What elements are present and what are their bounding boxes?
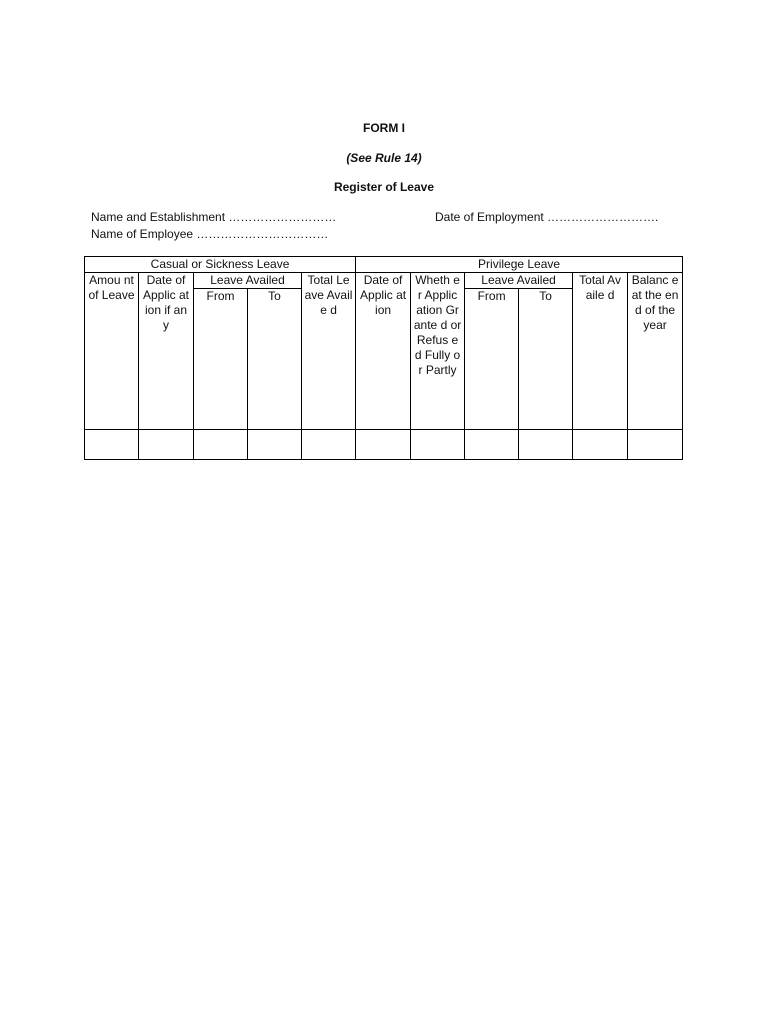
date-employment-field: Date of Employment ……………………….	[435, 210, 659, 224]
col-casual-leave-availed: Leave Availed	[194, 273, 302, 289]
column-header-row	[85, 273, 683, 289]
cell-amount	[85, 430, 139, 460]
table-row	[85, 430, 683, 460]
register-title: Register of Leave	[333, 180, 435, 194]
cell-casual-date	[139, 430, 194, 460]
name-employee-field: Name of Employee ……………………………	[91, 227, 329, 241]
group-header-row	[85, 257, 683, 273]
col-amount-of-leave: Amou nt of Leave	[85, 273, 139, 430]
cell-privilege-date	[356, 430, 411, 460]
cell-privilege-total	[573, 430, 628, 460]
col-privilege-from: From	[465, 289, 519, 430]
cell-whether	[411, 430, 465, 460]
name-establishment-field: Name and Establishment ………………………	[91, 210, 337, 224]
cell-casual-from	[194, 430, 248, 460]
cell-balance	[628, 430, 683, 460]
col-casual-date-of-application: Date of Applic ation if any	[139, 273, 194, 430]
privilege-leave-group-header: Privilege Leave	[356, 257, 683, 273]
cell-casual-total	[302, 430, 356, 460]
form-title: FORM I	[363, 121, 405, 135]
col-privilege-leave-availed: Leave Availed	[465, 273, 573, 289]
casual-leave-group-header: Casual or Sickness Leave	[85, 257, 356, 273]
col-whether-application-granted: Wheth er Applic ation Grante d or Refus ed Fully or Partly	[411, 273, 465, 430]
col-privilege-total-availed: Total Availe d	[573, 273, 628, 430]
leave-register-table	[84, 256, 683, 460]
cell-privilege-from	[465, 430, 519, 460]
col-privilege-to: To	[519, 289, 573, 430]
rule-reference: (See Rule 14)	[346, 151, 422, 165]
col-balance-end-of-year: Balanc e at the end of the year	[628, 273, 683, 430]
cell-privilege-to	[519, 430, 573, 460]
col-casual-total-leave-availed: Total Leave Availe d	[302, 273, 356, 430]
cell-casual-to	[248, 430, 302, 460]
col-privilege-date-of-application: Date of Applic ation	[356, 273, 411, 430]
col-casual-to: To	[248, 289, 302, 430]
col-casual-from: From	[194, 289, 248, 430]
